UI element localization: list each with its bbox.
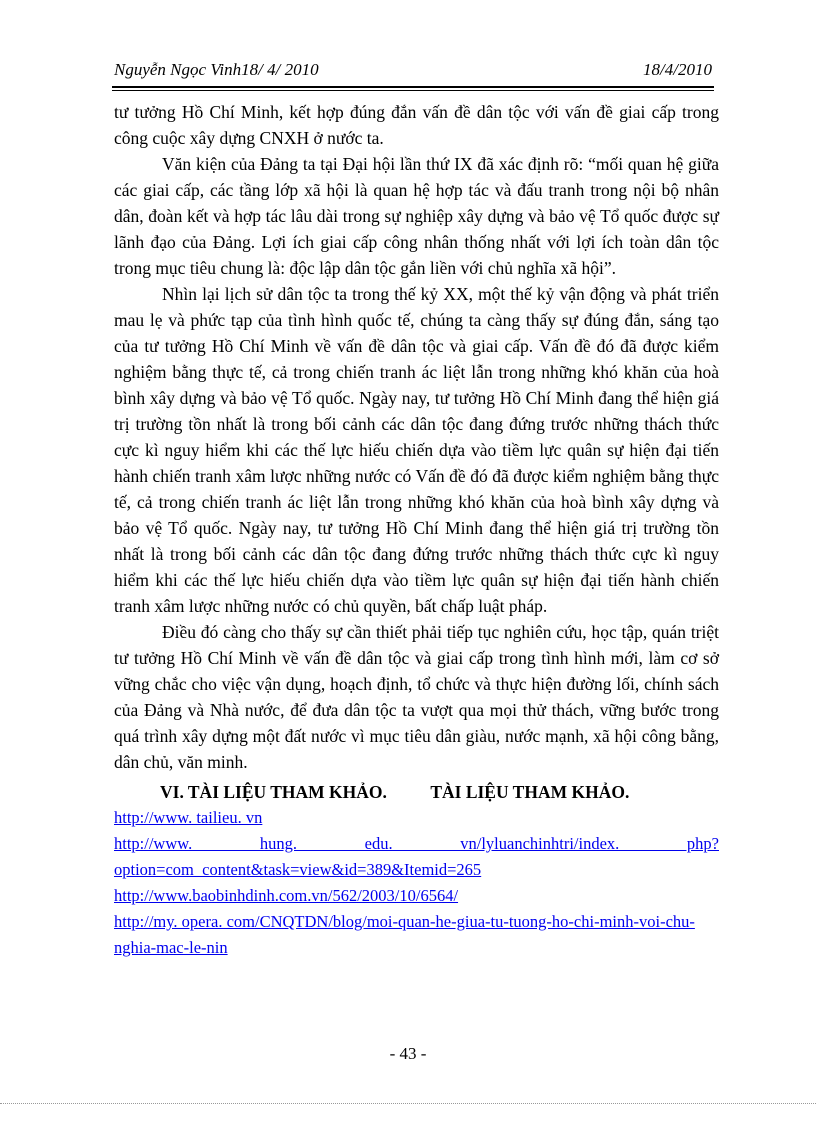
footer-divider [0,1103,816,1104]
document-body [114,99,719,961]
paragraph-3: Nhìn lại lịch sử dân tộc ta trong thế kỷ XX, một thế kỷ vận động và phát triển mau lẹ và phức tạp của tình hình quốc tế, chúng ta càng thấy sự đúng đắn, sáng tạo của tư tưởng Hồ Chí Minh về vấn đề dân tộc và giai cấp. Vấn đề đó đã được kiểm nghiệm bằng thực tế, cả trong chiến tranh ác liệt lẫn trong những khó khăn của hoà bình xây dựng và bảo vệ Tổ quốc. Ngày nay, tư tưởng Hồ Chí Minh đang thể hiện giá trị trường tồn nhất là trong bối cảnh các dân tộc đang đứng trước những thách thức cực kì nguy hiểm khi các thế lực hiếu chiến dựa vào tiềm lực quân sự hiện đại tiến hành chiến tranh xâm lược những nước có Vấn đề đó đã được kiểm nghiệm bằng thực tế, cả trong chiến tranh ác liệt lẫn trong những khó khăn của hoà bình xây dựng và bảo vệ Tổ quốc. Ngày nay, tư tưởng Hồ Chí Minh đang thể hiện giá trị trường tồn nhất là trong bối cảnh các dân tộc đang đứng trước những thách thức cực kì nguy hiểm khi các thế lực hiếu chiến dựa vào tiềm lực quân sự hiện đại tiến hành chiến tranh xâm lược những nước có chủ quyền, bất chấp luật pháp. [114,284,719,616]
paragraph-4: Điều đó càng cho thấy sự cần thiết phải tiếp tục nghiên cứu, học tập, quán triệt tư tưởng Hồ Chí Minh về vấn đề dân tộc và giai cấp trong tình hình mới, làm cơ sở vững chắc cho việc vận dụng, hoạch định, tổ chức và thực hiện đường lối, chính sách của Đảng và Nhà nước, để đưa dân tộc ta vượt qua mọi thử thách, vững bước trong quá trình xây dựng một đất nước vì mục tiêu dân giàu, nước mạnh, xã hội công bằng, dân chủ, văn minh. [114,622,719,772]
reference-link-3[interactable]: http://www.baobinhdinh.com.vn/562/2003/10/6564/ [114,886,459,905]
paragraph-1: tư tưởng Hồ Chí Minh, kết hợp đúng đắn vấn đề dân tộc với vấn đề giai cấp trong công cuộc xây dựng CNXH ở nước ta. [114,102,719,148]
header-author-date: Nguyễn Ngọc Vinh18/ 4/ 2010 [114,60,319,79]
paragraph-2: Văn kiện của Đảng ta tại Đại hội lần thứ IX đã xác định rõ: “mối quan hệ giữa các giai cấp, các tầng lớp xã hội là quan hệ hợp tác và đấu tranh trong nội bộ nhân dân, đoàn kết và hợp tác lâu dài trong sự nghiệp xây dựng và bảo vệ Tổ quốc được sự lãnh đạo của Đảng. Lợi ích giai cấp công nhân thống nhất với lợi ích toàn dân tộc trong mục tiêu chung là: độc lập dân tộc gắn liền với chủ nghĩa xã hội”. [114,154,719,278]
reference-link-1[interactable]: http://www. tailieu. vn [114,808,263,827]
header-divider [112,86,714,91]
page-number: - 43 - [389,1044,427,1063]
header-date: 18/4/2010 [643,60,712,79]
references-heading: VI. TÀI LIỆU THAM KHẢO. TÀI LIỆU THAM KHẢO. [160,782,630,802]
reference-link-2[interactable]: http://www. hung. edu. vn/lyluanchinhtri/index. php?option=com_content&task=view&id=389&Itemid=265 [114,834,719,879]
reference-link-4[interactable]: http://my. opera. com/CNQTDN/blog/moi-quan-he-giua-tu-tuong-ho-chi-minh-voi-chu-nghia-mac-le-nin [114,912,695,957]
